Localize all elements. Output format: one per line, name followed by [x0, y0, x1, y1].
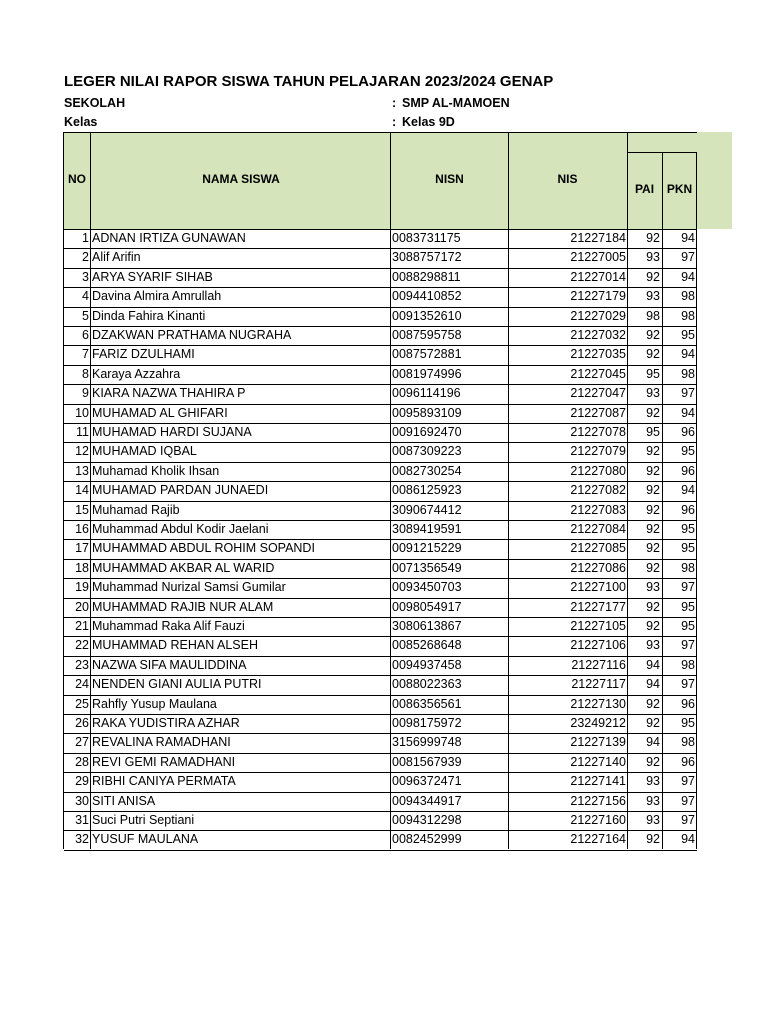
- grid-line-row: [64, 287, 697, 288]
- cell-pai: 92: [646, 599, 660, 614]
- cell-pai: 95: [646, 425, 660, 439]
- grid-line-row: [64, 850, 697, 851]
- table-row: [0, 501, 768, 520]
- cell-name: MUHAMAD PARDAN JUNAEDI: [92, 483, 269, 498]
- cell-no: 19: [75, 580, 89, 595]
- cell-name: ARYA SYARIF SIHAB: [92, 269, 213, 284]
- cell-pai: 93: [646, 386, 660, 401]
- info-separator-school: :: [392, 96, 397, 110]
- cell-nis: 21227005: [570, 250, 626, 265]
- cell-no: 4: [82, 289, 89, 304]
- cell-no: 30: [75, 793, 89, 808]
- cell-pai: 93: [646, 813, 660, 827]
- table-row: [0, 695, 768, 714]
- cell-pai: 93: [646, 250, 660, 265]
- cell-pkn: 97: [681, 774, 695, 789]
- cell-pkn: 97: [681, 813, 695, 827]
- cell-name: Muhammad Raka Alif Fauzi: [92, 619, 245, 633]
- cell-nis: 21227086: [570, 560, 626, 575]
- cell-name: FARIZ DZULHAMI: [92, 347, 195, 362]
- cell-no: 14: [75, 483, 89, 498]
- cell-pkn: 96: [681, 502, 695, 517]
- cell-nisn: 0082452999: [392, 832, 462, 847]
- info-value-class: Kelas 9D: [402, 115, 455, 129]
- cell-pkn: 96: [681, 463, 695, 478]
- cell-name: Muhamad Kholik Ihsan: [92, 463, 220, 478]
- cell-nisn: 3090674412: [392, 502, 462, 517]
- table-row: [0, 792, 768, 811]
- cell-nisn: 3156999748: [392, 735, 462, 750]
- table-row: [0, 462, 768, 481]
- cell-nis: 21227117: [571, 677, 626, 692]
- cell-nisn: 0091352610: [392, 308, 462, 323]
- cell-nis: 21227141: [570, 774, 626, 789]
- cell-pkn: 95: [681, 541, 695, 556]
- cell-nis: 21227156: [570, 793, 626, 808]
- cell-no: 7: [82, 347, 89, 362]
- cell-pkn: 95: [681, 522, 695, 536]
- grid-line-nisn: [508, 132, 509, 849]
- cell-name: MUHAMMAD ABDUL ROHIM SOPANDI: [92, 541, 315, 556]
- cell-no: 20: [75, 599, 89, 614]
- table-row: [0, 617, 768, 636]
- cell-name: YUSUF MAULANA: [92, 832, 199, 847]
- table-row: [0, 520, 768, 539]
- grid-line-row: [64, 423, 697, 424]
- cell-nisn: 0087595758: [392, 328, 462, 342]
- cell-pkn: 98: [681, 308, 695, 323]
- cell-nis: 21227079: [570, 444, 626, 459]
- cell-nisn: 0087572881: [392, 347, 462, 362]
- grid-line-row: [64, 675, 697, 676]
- grid-line-row: [64, 520, 697, 521]
- table-row: [0, 772, 768, 791]
- cell-no: 27: [75, 735, 89, 750]
- cell-pkn: 98: [681, 735, 695, 750]
- cell-pai: 92: [646, 696, 660, 711]
- cell-name: NAZWA SIFA MAULIDDINA: [92, 657, 247, 672]
- cell-nis: 21227116: [571, 657, 626, 672]
- cell-pkn: 97: [681, 638, 695, 653]
- grid-line-row: [64, 578, 697, 579]
- table-row: [0, 345, 768, 364]
- column-header-pai: PAI: [634, 182, 655, 196]
- cell-nis: 21227085: [570, 541, 626, 556]
- cell-no: 17: [75, 541, 89, 556]
- table-row: [0, 481, 768, 500]
- cell-no: 5: [82, 308, 89, 323]
- cell-nis: 23249212: [570, 716, 626, 730]
- cell-name: RAKA YUDISTIRA AZHAR: [92, 716, 240, 730]
- cell-pkn: 97: [681, 677, 695, 692]
- cell-pai: 93: [646, 638, 660, 653]
- cell-nis: 21227045: [570, 366, 626, 381]
- cell-pai: 95: [646, 366, 660, 381]
- cell-pkn: 96: [681, 754, 695, 769]
- cell-nisn: 3089419591: [392, 522, 462, 536]
- cell-pkn: 95: [681, 619, 695, 633]
- cell-nis: 21227084: [570, 522, 626, 536]
- cell-name: REVI GEMI RAMADHANI: [92, 754, 236, 769]
- cell-nis: 21227083: [570, 502, 626, 517]
- cell-no: 28: [75, 754, 89, 769]
- cell-pai: 92: [646, 502, 660, 517]
- grid-line-row: [64, 656, 697, 657]
- grid-line-row: [64, 307, 697, 308]
- grid-line-row: [64, 384, 697, 385]
- cell-pkn: 95: [681, 328, 695, 342]
- table-row: [0, 442, 768, 461]
- cell-no: 1: [82, 231, 89, 245]
- cell-pkn: 97: [681, 250, 695, 265]
- cell-nis: 21227184: [570, 231, 626, 245]
- grid-line-row: [64, 559, 697, 560]
- cell-pkn: 94: [681, 269, 695, 284]
- cell-name: SITI ANISA: [92, 793, 156, 808]
- grid-line-row: [64, 733, 697, 734]
- cell-pai: 92: [646, 619, 660, 633]
- cell-no: 3: [82, 269, 89, 284]
- cell-name: MUHAMMAD REHAN ALSEH: [92, 638, 258, 653]
- grid-line-header-bottom: [64, 229, 697, 230]
- cell-nisn: 0098175972: [392, 716, 462, 730]
- column-header-no: NO: [68, 172, 86, 186]
- cell-name: MUHAMAD IQBAL: [92, 444, 197, 459]
- cell-nisn: 0086356561: [392, 696, 462, 711]
- cell-nisn: 0071356549: [392, 560, 462, 575]
- info-label-class: Kelas: [64, 115, 98, 129]
- grid-line-row: [64, 539, 697, 540]
- cell-no: 22: [75, 638, 89, 653]
- cell-no: 26: [75, 716, 89, 730]
- cell-nis: 21227100: [570, 580, 626, 595]
- cell-no: 6: [82, 328, 89, 342]
- cell-nis: 21227106: [570, 638, 626, 653]
- grid-line-row: [64, 481, 697, 482]
- cell-no: 21: [75, 619, 89, 633]
- cell-no: 24: [75, 677, 89, 692]
- cell-nisn: 0094344917: [392, 793, 462, 808]
- table-row: [0, 811, 768, 830]
- cell-pai: 93: [646, 289, 660, 304]
- cell-pkn: 96: [681, 696, 695, 711]
- cell-nis: 21227047: [570, 386, 626, 401]
- table-row: [0, 307, 768, 326]
- cell-pkn: 95: [681, 444, 695, 459]
- table-row: [0, 636, 768, 655]
- grid-line-row: [64, 404, 697, 405]
- grid-line-row: [64, 462, 697, 463]
- cell-pkn: 94: [681, 347, 695, 362]
- cell-pai: 92: [646, 231, 660, 245]
- cell-no: 31: [75, 813, 89, 827]
- cell-nisn: 0093450703: [392, 580, 462, 595]
- cell-no: 10: [75, 405, 89, 420]
- cell-name: Karaya Azzahra: [92, 366, 181, 381]
- cell-nis: 21227179: [570, 289, 626, 304]
- cell-name: ADNAN IRTIZA GUNAWAN: [92, 231, 246, 245]
- cell-nis: 21227035: [570, 347, 626, 362]
- cell-nisn: 0094410852: [392, 289, 462, 304]
- table-row: [0, 268, 768, 287]
- cell-pkn: 94: [681, 483, 695, 498]
- cell-nis: 21227087: [570, 405, 626, 420]
- grid-line-row: [64, 636, 697, 637]
- table-row: [0, 733, 768, 752]
- cell-name: REVALINA RAMADHANI: [92, 735, 231, 750]
- cell-nisn: 0085268648: [392, 638, 462, 653]
- cell-nisn: 0094312298: [392, 813, 462, 827]
- cell-pkn: 95: [681, 716, 695, 730]
- grid-line-row: [64, 501, 697, 502]
- grid-line-row: [64, 268, 697, 269]
- cell-nisn: 3080613867: [392, 619, 462, 633]
- cell-nis: 21227164: [570, 832, 626, 847]
- cell-nisn: 0095893109: [392, 405, 462, 420]
- cell-pkn: 95: [681, 599, 695, 614]
- table-row: [0, 714, 768, 733]
- cell-pkn: 97: [681, 386, 695, 401]
- grid-line-top: [64, 132, 697, 133]
- cell-nis: 21227082: [570, 483, 626, 498]
- cell-nis: 21227140: [570, 754, 626, 769]
- cell-nis: 21227029: [570, 308, 626, 323]
- grid-line-row: [64, 792, 697, 793]
- cell-pkn: 94: [681, 405, 695, 420]
- cell-name: MUHAMMAD RAJIB NUR ALAM: [92, 599, 274, 614]
- cell-pkn: 97: [681, 580, 695, 595]
- cell-no: 23: [75, 657, 89, 672]
- cell-pai: 94: [646, 677, 660, 692]
- cell-pai: 93: [646, 793, 660, 808]
- cell-name: MUHAMAD HARDI SUJANA: [92, 425, 252, 439]
- cell-pai: 92: [646, 754, 660, 769]
- cell-nisn: 0098054917: [392, 599, 462, 614]
- cell-name: Muhamad Rajib: [92, 502, 180, 517]
- grid-line-row: [64, 365, 697, 366]
- grid-line-nis: [627, 132, 628, 849]
- grid-line-row: [64, 753, 697, 754]
- cell-pai: 92: [646, 522, 660, 536]
- cell-nis: 21227139: [570, 735, 626, 750]
- cell-name: NENDEN GIANI AULIA PUTRI: [92, 677, 262, 692]
- table-row: [0, 559, 768, 578]
- cell-nis: 21227177: [570, 599, 626, 614]
- cell-nisn: 0091692470: [392, 425, 462, 439]
- table-row: [0, 326, 768, 345]
- cell-pai: 93: [646, 580, 660, 595]
- cell-pai: 93: [646, 774, 660, 789]
- cell-no: 32: [75, 832, 89, 847]
- cell-name: MUHAMAD AL GHIFARI: [92, 405, 228, 420]
- cell-pai: 98: [646, 308, 660, 323]
- table-row: [0, 598, 768, 617]
- cell-nisn: 0087309223: [392, 444, 462, 459]
- table-row: [0, 656, 768, 675]
- cell-nisn: 0091215229: [392, 541, 462, 556]
- table-row: [0, 539, 768, 558]
- page-title: LEGER NILAI RAPOR SISWA TAHUN PELAJARAN 2023/2024 GENAP: [64, 73, 554, 90]
- cell-pai: 92: [646, 560, 660, 575]
- cell-nisn: 0081567939: [392, 754, 462, 769]
- cell-no: 18: [75, 560, 89, 575]
- cell-no: 16: [75, 522, 89, 536]
- table-row: [0, 248, 768, 267]
- cell-pai: 92: [646, 483, 660, 498]
- cell-name: KIARA NAZWA THAHIRA P: [92, 386, 246, 401]
- table-row: [0, 423, 768, 442]
- cell-nis: 21227160: [570, 813, 626, 827]
- cell-pai: 92: [646, 405, 660, 420]
- cell-name: Dinda Fahira Kinanti: [92, 308, 206, 323]
- table-row: [0, 287, 768, 306]
- cell-no: 13: [75, 463, 89, 478]
- grid-line-row: [64, 617, 697, 618]
- cell-name: MUHAMMAD AKBAR AL WARID: [92, 560, 275, 575]
- cell-name: Suci Putri Septiani: [92, 813, 195, 827]
- grid-line-no: [90, 132, 91, 849]
- cell-no: 29: [75, 774, 89, 789]
- grid-line-row: [64, 598, 697, 599]
- cell-pkn: 98: [681, 657, 695, 672]
- column-header-name: NAMA SISWA: [202, 172, 280, 186]
- cell-pai: 92: [646, 444, 660, 459]
- cell-nisn: 3088757172: [392, 250, 462, 265]
- info-value-school: SMP AL-MAMOEN: [402, 96, 510, 110]
- cell-name: RIBHI CANIYA PERMATA: [92, 774, 236, 789]
- cell-nis: 21227014: [570, 269, 626, 284]
- cell-name: Rahfly Yusup Maulana: [92, 696, 217, 711]
- column-header-nisn: NISN: [435, 172, 464, 186]
- cell-pai: 94: [646, 735, 660, 750]
- cell-no: 15: [75, 502, 89, 517]
- cell-pai: 92: [646, 463, 660, 478]
- grid-line-row: [64, 442, 697, 443]
- cell-pkn: 98: [681, 289, 695, 304]
- cell-nisn: 0083731175: [392, 231, 461, 245]
- column-header-nis: NIS: [557, 172, 578, 186]
- cell-pai: 92: [646, 541, 660, 556]
- cell-nisn: 0096372471: [392, 774, 462, 789]
- cell-name: Davina Almira Amrullah: [92, 289, 222, 304]
- table-row: [0, 830, 768, 849]
- cell-pai: 92: [646, 716, 660, 730]
- cell-pai: 92: [646, 347, 660, 362]
- cell-nis: 21227078: [570, 425, 626, 439]
- cell-pkn: 97: [681, 793, 695, 808]
- cell-nisn: 0081974996: [392, 366, 462, 381]
- grid-line-row: [64, 811, 697, 812]
- cell-pai: 92: [646, 269, 660, 284]
- grid-line-row: [64, 830, 697, 831]
- grid-line-left: [63, 132, 64, 849]
- cell-nis: 21227080: [570, 463, 626, 478]
- cell-nisn: 0094937458: [392, 657, 462, 672]
- cell-nis: 21227105: [570, 619, 626, 633]
- grid-line-row: [64, 714, 697, 715]
- grid-line-row: [64, 248, 697, 249]
- cell-pkn: 98: [681, 560, 695, 575]
- cell-name: Muhammad Nurizal Samsi Gumilar: [92, 580, 286, 595]
- grid-line-row: [64, 772, 697, 773]
- table-row: [0, 384, 768, 403]
- grid-line-row: [64, 326, 697, 327]
- grid-line-name: [390, 132, 391, 849]
- table-row: [0, 365, 768, 384]
- table-row: [0, 578, 768, 597]
- info-label-school: SEKOLAH: [64, 96, 126, 110]
- cell-nisn: 0088022363: [392, 677, 462, 692]
- cell-name: DZAKWAN PRATHAMA NUGRAHA: [92, 328, 292, 342]
- table-row: [0, 229, 768, 248]
- cell-no: 25: [75, 696, 89, 711]
- cell-pkn: 94: [681, 832, 695, 847]
- grid-line-row: [64, 345, 697, 346]
- table-row: [0, 753, 768, 772]
- cell-name: Muhammad Abdul Kodir Jaelani: [92, 522, 269, 536]
- info-separator-class: :: [392, 115, 397, 129]
- cell-no: 2: [82, 250, 89, 265]
- cell-no: 9: [82, 386, 89, 401]
- table-row: [0, 404, 768, 423]
- cell-nisn: 0082730254: [392, 463, 462, 478]
- cell-nis: 21227130: [570, 696, 626, 711]
- cell-no: 12: [75, 444, 89, 459]
- table-row: [0, 675, 768, 694]
- cell-name: Alif Arifin: [92, 250, 141, 265]
- cell-nis: 21227032: [570, 328, 626, 342]
- cell-no: 11: [76, 425, 89, 439]
- cell-nisn: 0086125923: [392, 483, 462, 498]
- cell-nisn: 0096114196: [392, 386, 461, 401]
- column-header-pkn: PKN: [666, 182, 693, 196]
- cell-pkn: 96: [681, 425, 695, 439]
- cell-pai: 92: [646, 832, 660, 847]
- cell-pkn: 98: [681, 366, 695, 381]
- cell-no: 8: [82, 366, 89, 381]
- cell-pai: 94: [646, 657, 660, 672]
- cell-nisn: 0088298811: [392, 269, 461, 284]
- grid-line-row: [64, 695, 697, 696]
- cell-pkn: 94: [681, 231, 695, 245]
- cell-pai: 92: [646, 328, 660, 342]
